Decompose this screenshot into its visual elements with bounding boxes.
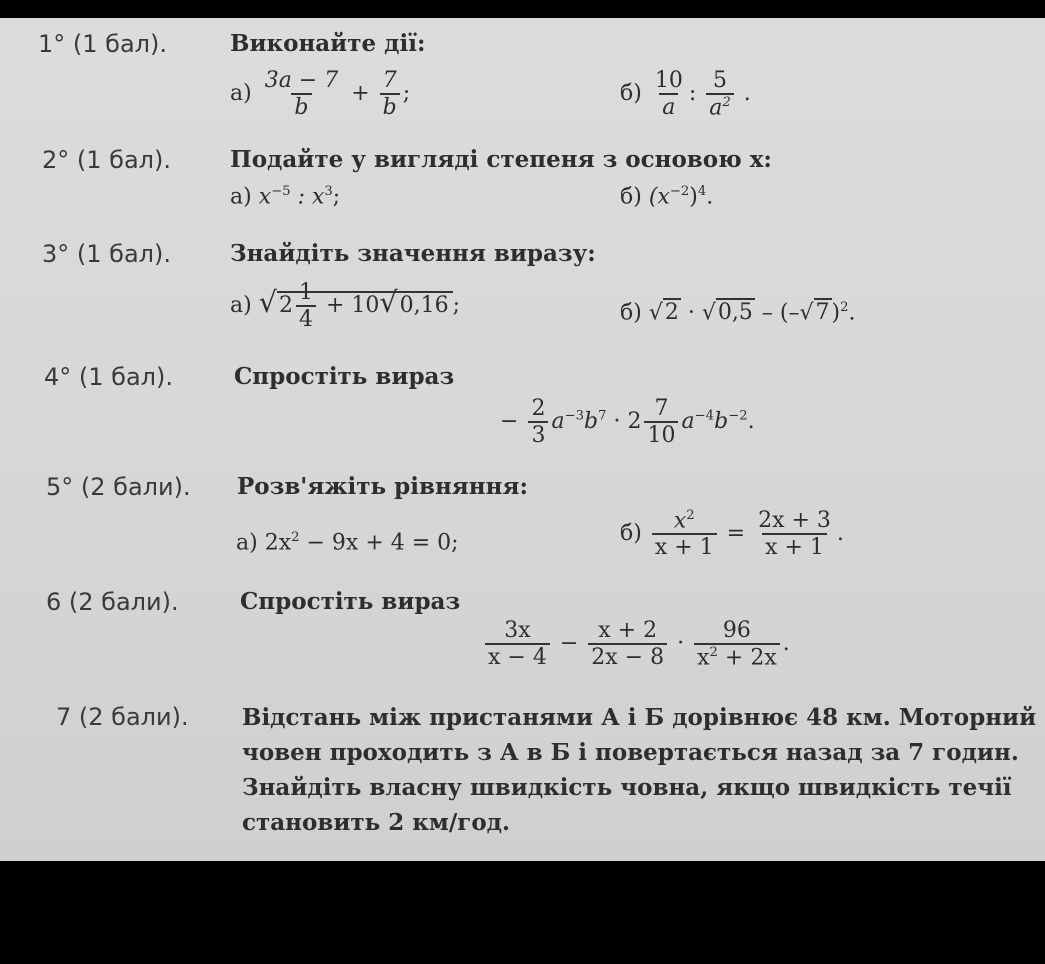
fraction: $\frac{2x + 3}{x + 1}$ [758,508,831,561]
task5-part-b: б) $\frac{x^2}{x + 1}$ = $\frac{2x + 3}{x + 1}$ . [620,508,844,561]
task3-points: 3° (1 бал). [42,240,171,268]
worksheet-page [0,18,1045,861]
task5-points: 5° (2 бали). [46,473,191,501]
fraction: $\frac{10}{a}$ [654,68,683,121]
fraction: $\frac{96}{x^2 + 2x}$ [694,618,780,670]
fraction: $\frac{7}{b}$ [380,68,400,120]
task1-part-b: б) $\frac{10}{a}$ : $\frac{5}{a^2}$ . [620,68,751,121]
task2-points: 2° (1 бал). [42,146,171,174]
task3-part-a: а) √2 $\frac{1}{4}$ + 10√0,16 ; [230,280,460,332]
task6-points: 6 (2 бали). [46,588,179,616]
task4-title: Спростіть вираз [234,363,455,390]
fraction: $\frac{5}{a^2}$ [706,68,734,120]
task7-text: Відстань між пристанями А і Б дорівнює 48 км. Моторний човен проходить з А в Б і повертається назад за 7 годин. Знайдіть власну швидкість човна, якщо швидкість течії становить 2 км/год. [242,704,1037,836]
task1-points: 1° (1 бал). [38,30,167,58]
part-label: б) [620,81,642,107]
part-label: а) [230,81,252,106]
fraction: $\frac{1}{4}$ [296,280,316,332]
fraction: $\frac{7}{10}$ [644,396,678,448]
task2-part-b: б) $(x^{-2})^4$. [620,184,714,210]
task6-expression: $\frac{3x}{x - 4}$ − $\frac{x + 2}{2x - 8}$ · $\frac{96}{x^2 + 2x}$ . [482,618,790,670]
fraction: $\frac{3x}{x - 4}$ [485,618,550,670]
fraction: $\frac{3a - 7}{b}$ [264,68,339,120]
fraction: $\frac{x + 2}{2x - 8}$ [588,618,667,670]
task1-title: Виконайте дії: [230,30,426,57]
task5-part-a: а) $2x^2 - 9x + 4 = 0$; [236,530,459,556]
task6-title: Спростіть вираз [240,588,461,615]
task5-title: Розв'яжіть рівняння: [237,473,528,500]
task7-points: 7 (2 бали). [56,703,189,731]
task3-part-b: б) $√2 \cdot √0,5 - (-√7)^2$. [620,300,856,326]
task4-points: 4° (1 бал). [44,363,173,391]
fraction: $\frac{x^2}{x + 1}$ [652,508,717,560]
fraction: $\frac{2}{3}$ [528,396,548,448]
task3-title: Знайдіть значення виразу: [230,240,596,267]
task2-title: Подайте у вигляді степеня з основою x: [230,146,772,173]
task1-part-a: а) $\frac{3a - 7}{b}$ + $\frac{7}{b}$ ; [230,68,411,120]
task2-part-a: а) $x^{-5}$ : $x^3$; [230,184,341,210]
task4-expression: − $\frac{2}{3}$ $a^{-3}b^7 \cdot 2$ $\frac{7}{10}$ $a^{-4}b^{-2}$. [500,396,755,448]
